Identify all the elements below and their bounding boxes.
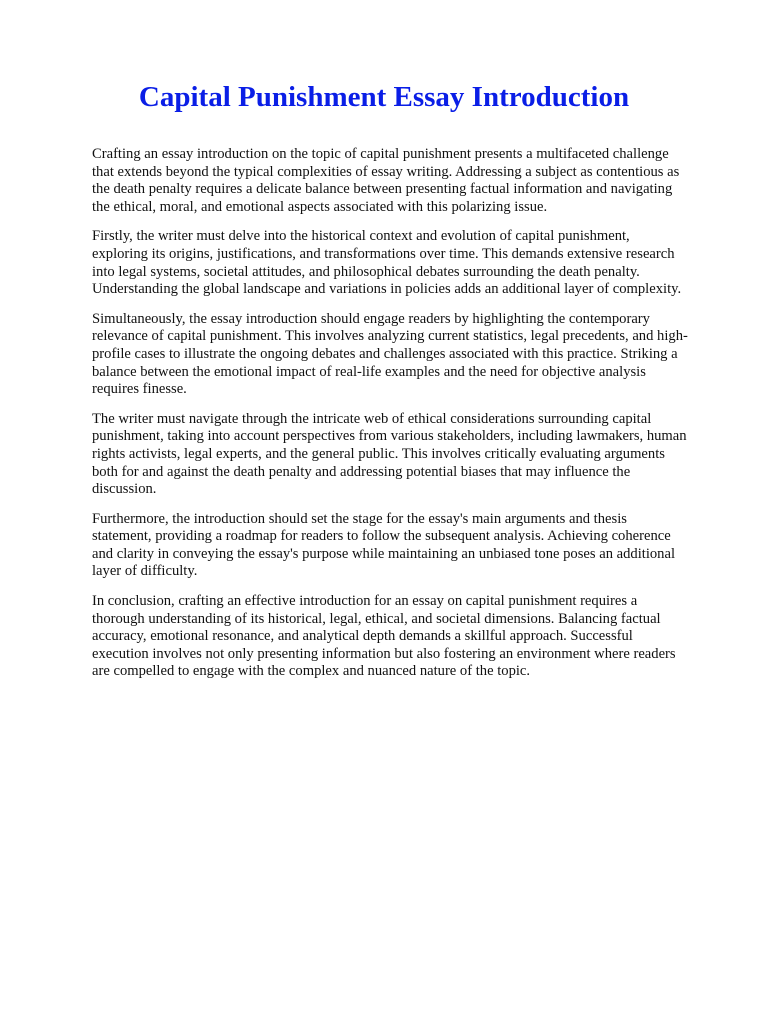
paragraph-1: Crafting an essay introduction on the topic of capital punishment presents a multifaceted challenge that extends beyond the typical complexities of essay writing. Addressing a subject as contentious as the death penalty requires a delicate balance between presenting factual information and navigating the ethical, moral, and emotional aspects associated with this polarizing issue.: [92, 146, 680, 215]
paragraph-4: The writer must navigate through the intricate web of ethical considerations surrounding capital punishment, taking into account perspectives from various stakeholders, including lawmakers, human rights activists, legal experts, and the general public. This involves critically evaluating arguments both for and against the death penalty and addressing potential biases that may influence the discussion.: [92, 410, 687, 498]
document-title: Capital Punishment Essay Introduction: [138, 81, 630, 113]
document-body: [92, 146, 688, 693]
paragraph-3: Simultaneously, the essay introduction should engage readers by highlighting the contemporary relevance of capital punishment. This involves analyzing current statistics, legal precedents, and high-profile cases to illustrate the ongoing debates and challenges associated with this practice. Striking a balance between the emotional impact of real-life examples and the need for objective analysis requires finesse.: [92, 310, 688, 398]
paragraph-2: Firstly, the writer must delve into the historical context and evolution of capital punishment, exploring its origins, justifications, and transformations over time. This demands extensive research into legal systems, societal attitudes, and philosophical debates surrounding the death penalty. Understanding the global landscape and variations in policies adds an additional layer of complexity.: [92, 228, 682, 298]
paragraph-6: In conclusion, crafting an effective introduction for an essay on capital punishment requires a thorough understanding of its historical, legal, ethical, and societal dimensions. Balancing factual accuracy, emotional resonance, and analytical depth demands a skillful approach. Successful execution involves not only presenting information but also fostering an environment where readers are compelled to engage with the complex and nuanced nature of the topic.: [92, 593, 676, 680]
paragraph-5: Furthermore, the introduction should set the stage for the essay's main arguments and thesis statement, providing a roadmap for readers to follow the subsequent analysis. Achieving coherence and clarity in conveying the essay's purpose while maintaining an unbiased tone poses an additional layer of difficulty.: [92, 510, 675, 580]
